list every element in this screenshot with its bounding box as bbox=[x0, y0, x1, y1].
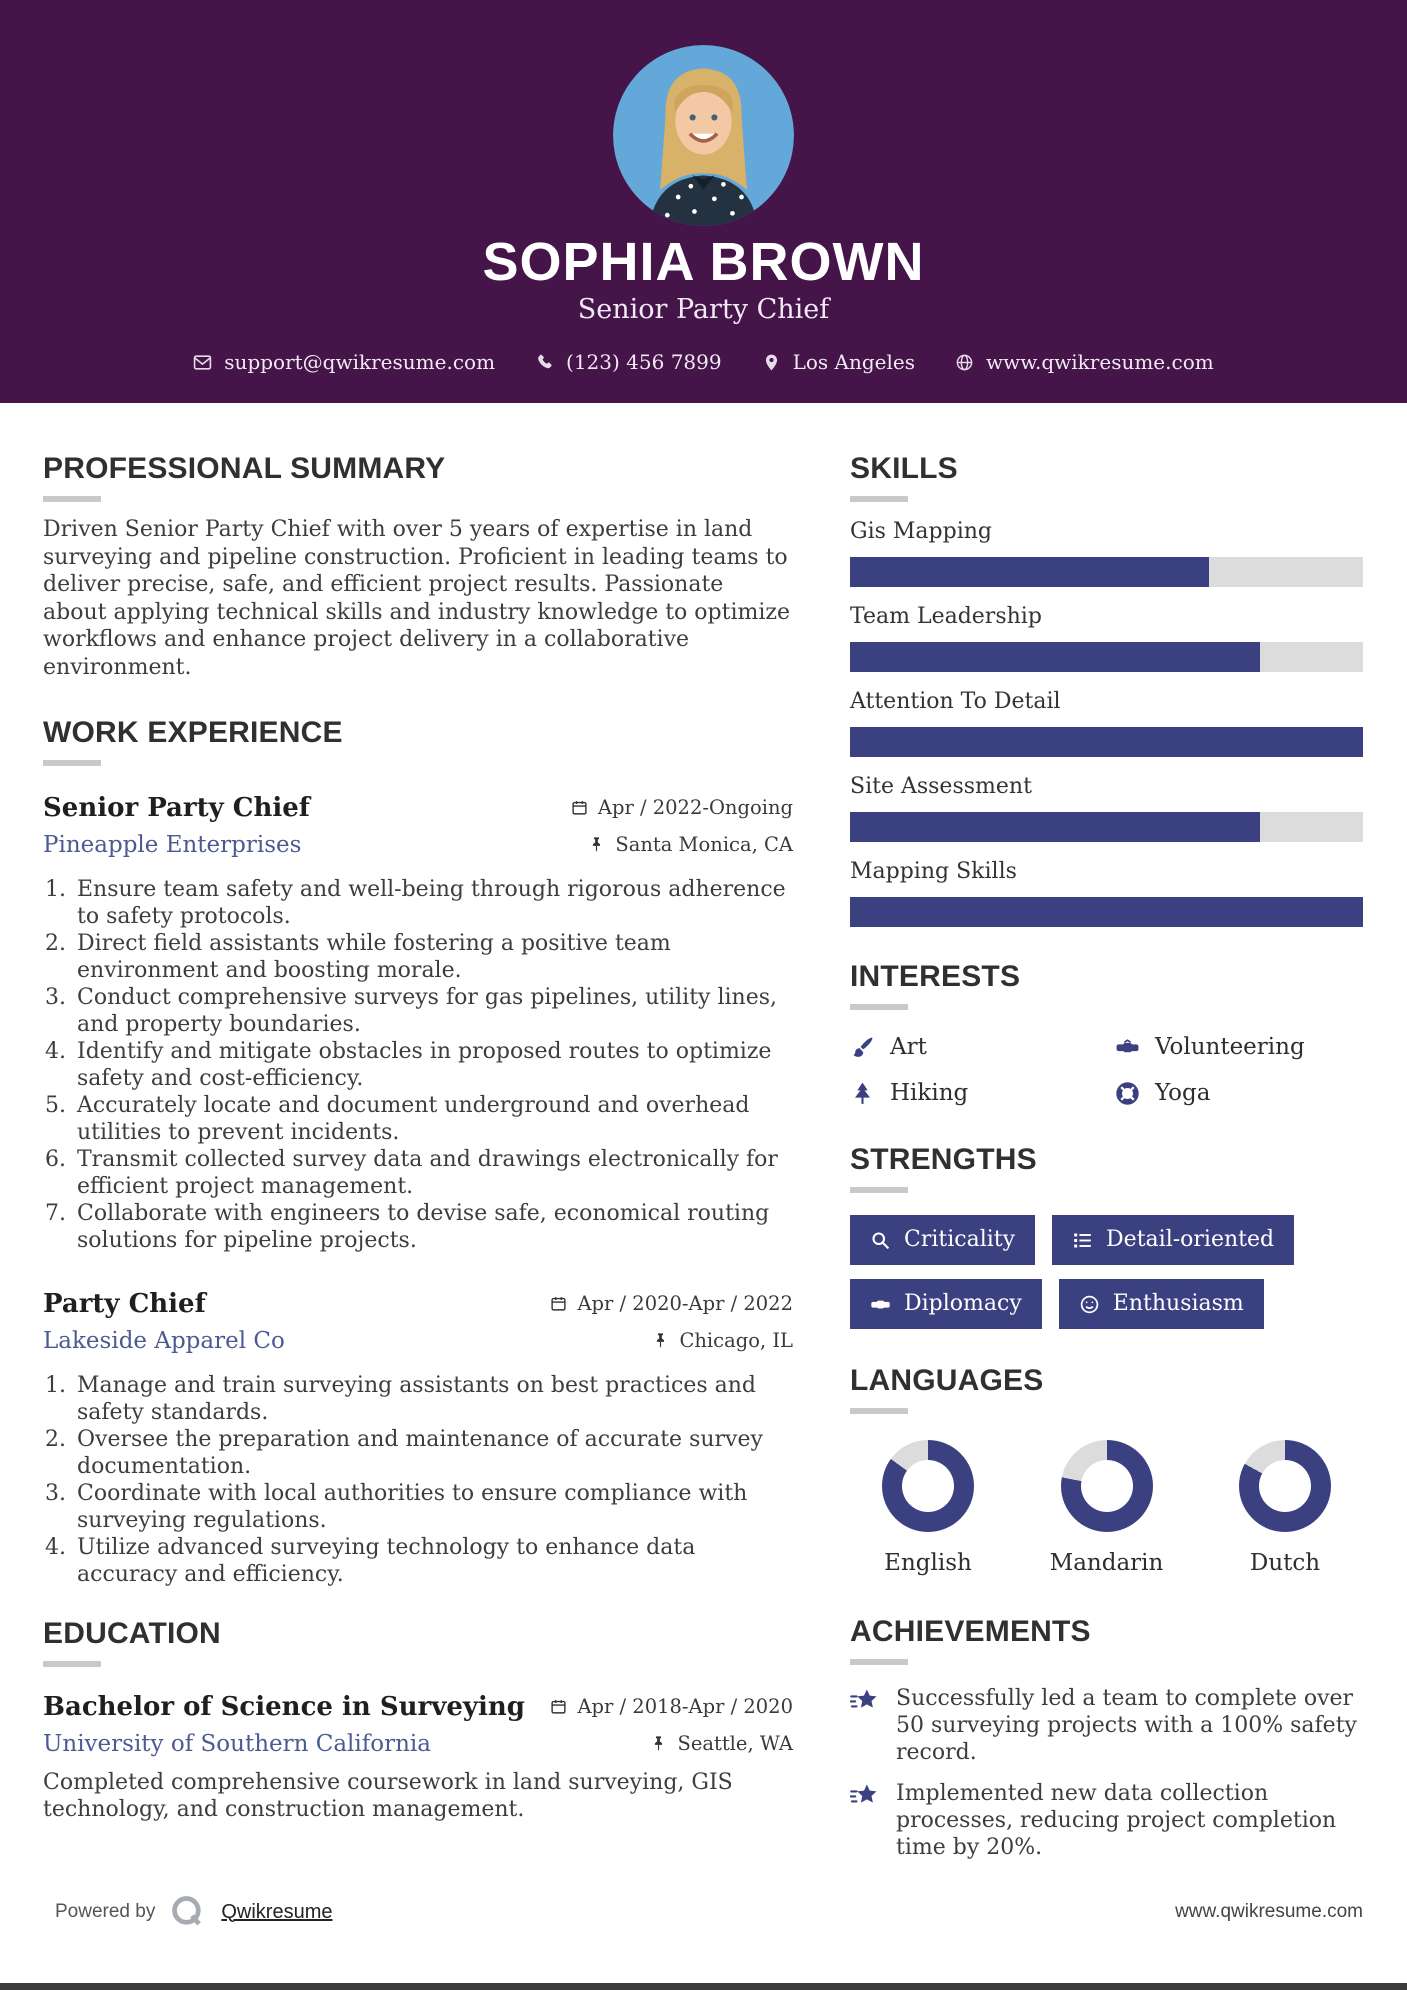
language-donut-chart bbox=[1239, 1440, 1331, 1532]
job-date-text: Apr / 2022-Ongoing bbox=[597, 796, 793, 819]
skill-item bbox=[850, 518, 1363, 587]
interest-item bbox=[850, 1032, 1115, 1062]
contact-website-text: www.qwikresume.com bbox=[986, 350, 1214, 374]
map-pin-icon bbox=[762, 353, 781, 372]
contact-row bbox=[193, 350, 1213, 374]
skill-bar-track bbox=[850, 812, 1363, 842]
achievement-item bbox=[850, 1780, 1363, 1861]
interest-item bbox=[1115, 1078, 1363, 1108]
skill-bar-track bbox=[850, 727, 1363, 757]
job-bullet-list bbox=[43, 1372, 793, 1588]
skill-label: Team Leadership bbox=[850, 604, 1042, 629]
skill-list bbox=[850, 518, 1363, 927]
strength-badge bbox=[850, 1215, 1035, 1265]
shooting-star-icon bbox=[850, 1782, 880, 1812]
skill-bar-fill bbox=[850, 812, 1260, 842]
job-bullet: 4. Utilize advanced surveying technology to enhance data accuracy and efficiency. bbox=[73, 1534, 793, 1588]
person-job-title: Senior Party Chief bbox=[577, 294, 830, 325]
language-label: Dutch bbox=[1249, 1550, 1321, 1576]
smiley-icon bbox=[1079, 1294, 1100, 1315]
skill-label: Attention To Detail bbox=[850, 689, 1061, 714]
section-underline bbox=[850, 1408, 908, 1414]
work-heading: WORK EXPERIENCE bbox=[43, 716, 343, 749]
summary-heading: PROFESSIONAL SUMMARY bbox=[43, 452, 446, 485]
job-location bbox=[571, 833, 793, 856]
job-date bbox=[571, 796, 793, 819]
skill-bar-fill bbox=[850, 557, 1209, 587]
portrait-photo-illustration bbox=[613, 45, 794, 226]
language-item bbox=[1037, 1440, 1177, 1576]
education-location bbox=[550, 1732, 793, 1755]
job-location-text: Chicago, IL bbox=[679, 1329, 793, 1352]
skill-bar-fill bbox=[850, 642, 1260, 672]
section-underline bbox=[850, 1187, 908, 1193]
achievement-text: Implemented new data collection processes, reducing project completion time by 20%. bbox=[896, 1781, 1337, 1860]
education-description: Completed comprehensive coursework in land surveying, GIS technology, and construction management. bbox=[43, 1770, 733, 1822]
skill-label: Mapping Skills bbox=[850, 859, 1017, 884]
summary-text: Driven Senior Party Chief with over 5 years of expertise in land surveying and pipeline construction. Proficient in leading teams to deliver precise, safe, and efficient project results. Passionate about applying technical skills and industry knowledge to optimize workflows and enhance project delivery in a collaborative environment. bbox=[43, 517, 791, 680]
contact-phone bbox=[535, 350, 722, 374]
main-content bbox=[0, 403, 1407, 1875]
languages-heading: LANGUAGES bbox=[850, 1364, 1044, 1397]
job-date bbox=[550, 1292, 793, 1315]
strength-badge bbox=[850, 1279, 1042, 1329]
job-title: Party Chief bbox=[43, 1289, 206, 1319]
phone-icon bbox=[535, 353, 554, 372]
job-bullet: 3. Conduct comprehensive surveys for gas pipelines, utility lines, and property boundaries. bbox=[73, 984, 793, 1038]
skill-label: Site Assessment bbox=[850, 774, 1032, 799]
qwikresume-logo-icon bbox=[169, 1893, 207, 1931]
bottom-edge-bar bbox=[0, 1983, 1407, 1990]
skill-bar-fill bbox=[850, 727, 1363, 757]
job-bullet: 4. Identify and mitigate obstacles in proposed routes to optimize safety and cost-efficiency. bbox=[73, 1038, 793, 1092]
achievement-text: Successfully led a team to complete over 50 surveying projects with a 100% safety record. bbox=[896, 1686, 1357, 1765]
section-underline bbox=[43, 760, 101, 766]
strength-badge bbox=[1052, 1215, 1294, 1265]
shooting-star-icon bbox=[850, 1687, 880, 1717]
skill-item bbox=[850, 858, 1363, 927]
achievement-list bbox=[850, 1685, 1363, 1861]
language-donut-chart bbox=[882, 1440, 974, 1532]
job-title: Senior Party Chief bbox=[43, 793, 310, 823]
magnifier-icon bbox=[870, 1230, 891, 1251]
avatar bbox=[613, 45, 794, 226]
job-location-text: Santa Monica, CA bbox=[615, 833, 793, 856]
language-donut-chart bbox=[1061, 1440, 1153, 1532]
powered-by-label: Powered by bbox=[55, 1901, 156, 1922]
strength-badge bbox=[1059, 1279, 1264, 1329]
contact-email-text: support@qwikresume.com bbox=[224, 350, 496, 374]
job-bullet-list bbox=[43, 876, 793, 1254]
job-bullet: 1. Ensure team safety and well-being through rigorous adherence to safety protocols. bbox=[73, 876, 793, 930]
job-location bbox=[550, 1329, 793, 1352]
interest-grid bbox=[850, 1032, 1363, 1108]
skill-bar-track bbox=[850, 557, 1363, 587]
interests-heading: INTERESTS bbox=[850, 960, 1021, 993]
section-underline bbox=[850, 1659, 908, 1665]
handshake-icon bbox=[1115, 1035, 1140, 1060]
handshake-icon bbox=[870, 1294, 891, 1315]
interest-item bbox=[1115, 1032, 1363, 1062]
section-underline bbox=[850, 1004, 908, 1010]
list-icon bbox=[1072, 1230, 1093, 1251]
strength-label: Criticality bbox=[904, 1227, 1016, 1252]
contact-location-text: Los Angeles bbox=[792, 350, 916, 374]
envelope-icon bbox=[193, 353, 212, 372]
calendar-icon bbox=[571, 799, 588, 816]
skill-bar-track bbox=[850, 642, 1363, 672]
language-item bbox=[1215, 1440, 1355, 1576]
section-underline bbox=[43, 1661, 101, 1667]
job-date-text: Apr / 2020-Apr / 2022 bbox=[577, 1292, 793, 1315]
contact-location bbox=[762, 350, 915, 374]
left-column bbox=[43, 453, 793, 1875]
skill-item bbox=[850, 603, 1363, 672]
pine-tree-icon bbox=[850, 1081, 875, 1106]
interest-label: Art bbox=[890, 1034, 927, 1060]
education-entry bbox=[43, 1691, 793, 1823]
skills-heading: SKILLS bbox=[850, 452, 958, 485]
degree-title: Bachelor of Science in Surveying bbox=[43, 1692, 525, 1722]
job-bullet: 7. Collaborate with engineers to devise safe, economical routing solutions for pipeline projects. bbox=[73, 1200, 793, 1254]
skill-label: Gis Mapping bbox=[850, 519, 992, 544]
skill-bar-fill bbox=[850, 897, 1363, 927]
achievements-heading: ACHIEVEMENTS bbox=[850, 1615, 1091, 1648]
section-underline bbox=[43, 496, 101, 502]
language-label: English bbox=[884, 1550, 972, 1576]
language-label: Mandarin bbox=[1049, 1550, 1164, 1576]
qwikresume-link[interactable]: Qwikresume bbox=[221, 1900, 333, 1923]
language-donuts bbox=[850, 1440, 1363, 1576]
job-bullet: 3. Coordinate with local authorities to ensure compliance with surveying regulations. bbox=[73, 1480, 793, 1534]
education-date bbox=[550, 1695, 793, 1718]
calendar-icon bbox=[550, 1698, 567, 1715]
paintbrush-icon bbox=[850, 1035, 875, 1060]
header-banner bbox=[0, 0, 1407, 403]
right-column bbox=[850, 453, 1363, 1875]
contact-website bbox=[955, 350, 1214, 374]
pushpin-icon bbox=[652, 1332, 669, 1349]
globe-icon bbox=[955, 353, 974, 372]
pushpin-icon bbox=[588, 836, 605, 853]
interest-label: Hiking bbox=[890, 1080, 969, 1106]
achievement-item bbox=[850, 1685, 1363, 1766]
interest-item bbox=[850, 1078, 1115, 1108]
lifebuoy-icon bbox=[1115, 1081, 1140, 1106]
job-company: Lakeside Apparel Co bbox=[43, 1328, 285, 1354]
job-bullet: 5. Accurately locate and document underground and overhead utilities to prevent incidents. bbox=[73, 1092, 793, 1146]
strengths-heading: STRENGTHS bbox=[850, 1143, 1037, 1176]
strength-label: Diplomacy bbox=[904, 1291, 1022, 1316]
education-location-text: Seattle, WA bbox=[677, 1732, 793, 1755]
job-entry bbox=[43, 792, 793, 1254]
skill-item bbox=[850, 688, 1363, 757]
contact-phone-text: (123) 456 7899 bbox=[566, 350, 722, 374]
job-bullet: 2. Oversee the preparation and maintenance of accurate survey documentation. bbox=[73, 1426, 793, 1480]
section-underline bbox=[850, 496, 908, 502]
job-company: Pineapple Enterprises bbox=[43, 832, 302, 858]
pushpin-icon bbox=[650, 1735, 667, 1752]
job-entry bbox=[43, 1288, 793, 1588]
strength-badges bbox=[850, 1215, 1363, 1329]
strength-label: Enthusiasm bbox=[1112, 1291, 1244, 1316]
powered-by-block bbox=[55, 1893, 332, 1931]
interest-label: Yoga bbox=[1155, 1080, 1211, 1106]
education-heading: EDUCATION bbox=[43, 1617, 221, 1650]
skill-bar-track bbox=[850, 897, 1363, 927]
footer-website: www.qwikresume.com bbox=[1175, 1901, 1363, 1922]
strength-label: Detail-oriented bbox=[1106, 1227, 1275, 1252]
education-date-text: Apr / 2018-Apr / 2020 bbox=[577, 1695, 793, 1718]
calendar-icon bbox=[550, 1295, 567, 1312]
job-bullet: 1. Manage and train surveying assistants on best practices and safety standards. bbox=[73, 1372, 793, 1426]
school-name: University of Southern California bbox=[43, 1731, 431, 1757]
interest-label: Volunteering bbox=[1155, 1034, 1305, 1060]
contact-email bbox=[193, 350, 495, 374]
footer bbox=[55, 1893, 1363, 1931]
person-name: SOPHIA BROWN bbox=[482, 232, 925, 292]
job-bullet: 6. Transmit collected survey data and drawings electronically for efficient project management. bbox=[73, 1146, 793, 1200]
language-item bbox=[858, 1440, 998, 1576]
job-bullet: 2. Direct field assistants while fostering a positive team environment and boosting morale. bbox=[73, 930, 793, 984]
skill-item bbox=[850, 773, 1363, 842]
